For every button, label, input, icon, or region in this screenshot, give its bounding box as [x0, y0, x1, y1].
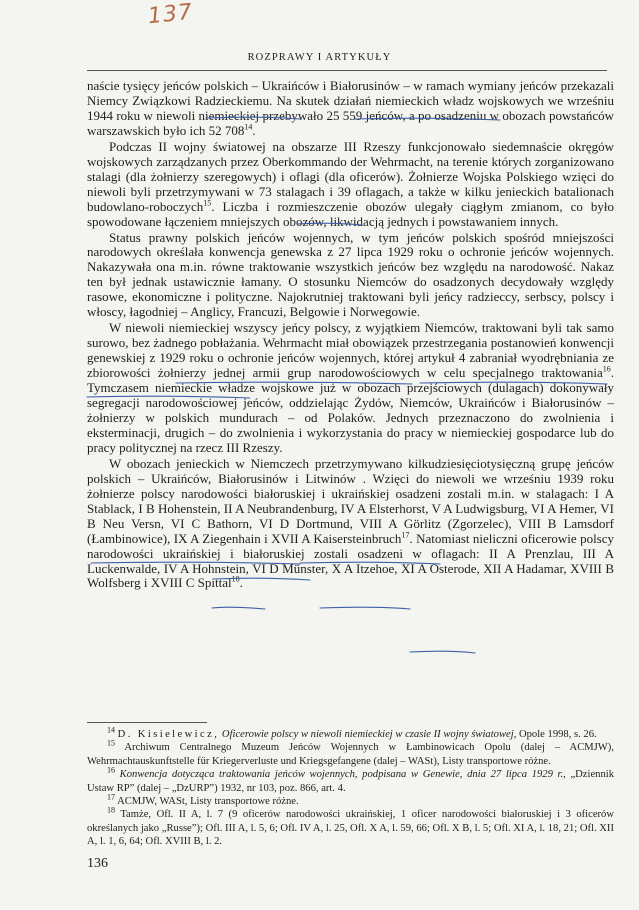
underline-mark [320, 607, 410, 609]
paragraph-3: Status prawny polskich jeńców wojennych, w tym jeńców polskich spośród mniejszości narodowych określała konwencja genewska z 27 lipca 1929 roku o ochronie jeńców wojennych. Nakazywała ona m.in. równe traktowanie wszystkich jeńców bez względu na narodowość. Nakaz ten był jednak ustawicznie łamany. O stosunku Niemców do osadzonych decydowały względy rasowe, ekonomiczne i polityczne. Najokrutniej traktowani byli jeńcy radzieccy, serbscy, polscy i włoscy, łagodniej – Anglicy, Francuzi, Belgowie i Norwegowie. [87, 229, 614, 320]
page-number: 136 [87, 856, 108, 871]
handwritten-page-note: 137 [146, 0, 195, 30]
footnote-ref-16: 16 [602, 364, 611, 374]
footnote-14: $^{14}$ D. Kisielewicz, Oficerowie polscy w niewoli niemieckiej w czasie II wojny światowej, Opole 1998, s. 26. [107, 725, 597, 740]
underline-mark [212, 607, 265, 609]
footnote-rule [87, 722, 207, 723]
running-head-text: ROZPRAWY I ARTYKUŁY [247, 52, 392, 63]
paragraph-1: naście tysięcy jeńców polskich – Ukraińców i Białorusinów – w ramach wymiany jeńców przekazali Niemcy Związkowi Radzieckiemu. Na skutek działań niemieckich władz wojskowych we wrześniu 1944 roku w niewoli niemieckiej przebywało 25 559 jeńców, a po osadzeniu w obozach powstańców warszawskich było ich 52 $708^{14}$. [87, 78, 614, 138]
footnote-ref-17: 17 [401, 530, 410, 540]
paragraph-5: W obozach jenieckich w Niemczech przetrzymywano kilkudziesięciotysięczną grupę jeńców polskich – Ukraińców, Białorusinów i Litwinów . Wzięci do niewoli we wrześniu 1939 roku żołnierze polscy narodowości białoruskiej i ukraińskiej osadzeni zostali m.in. w stalagach: I A Stablack, I B Hohenstein, II A Neubrandenburg, IV A Elsterhorst, V A Ludwigsburg, VI A Hemer, VI B Neu Versn, VI C Bathorn, VI D Dortmund, VIII A Görlitz (Zgorzelec), VIII B Lamsdorf (Łambinowice), IX A Ziegenhain i XVII A Kaisersteinbruch$^{17}$. Natomiast nieliczni oficerowie polscy narodowości ukraińskiej i białoruskiej zostali osadzeni w oflagach: II A Prenzlau, III A Luckenwalde, IV A Hohnstein, VI D Münster, X A Itzehoe, XI A Osterode, XII A Hadamar, XVIII B Wolfsberg i XVIII C Spittal$^{18}$. [87, 455, 615, 591]
footnote-15: $^{15}$ Archiwum Centralnego Muzeum Jeńców Wojennych w Łambinowicach Opolu (dalej – ACMJW), Wehrmachtauskunftstelle für Kriegerverluste und Kriegsgefangene (dalej – WASt), Listy transportowe różne. [87, 738, 614, 767]
footnote-ref-18: 18 [231, 575, 240, 585]
footnote-18: $^{18}$ Tamże, Ofl. II A, l. 7 (9 oficerów narodowości ukraińskiej, 1 oficer narodowości białoruskiej i 3 oficerów określanych jako „Russe”); Ofl. III A, l. 5, 6; Ofl. IV A, l. 25, Ofl. X A, l. 59, 66; Ofl. X B, l. 5; Ofl. XI A, l. 18, 21; Ofl. XII A, l. 1, 6, 64; Ofl. XVIII B, l. 2. [87, 805, 614, 848]
paragraph-2: Podczas II wojny światowej na obszarze III Rzeszy funkcjonowało siedemnaście okręgów wojskowych zarządzanych przez Oberkommando der Wehrmacht, na terenie których zorganizowano stalagi (dla żołnierzy szeregowych) i oflagi (dla oficerów). Żołnierze Wojska Polskiego wzięci do niewoli byli przetrzymywani w 73 stalagach i 39 oflagach, a także w kilku jenieckich batalionach budowlano-roboczych$^{15}$. Liczba i rozmieszczenie obozów ulegały ciągłym zmianom, co było spowodowane łączeniem mniejszych obozów, likwidacją jednych i powstawaniem innych. [87, 138, 614, 229]
header-rule [87, 70, 607, 71]
underline-mark [410, 651, 475, 653]
footnote-17: $^{17}$ ACMJW, WASt, Listy transportowe różne. [107, 792, 299, 808]
footnote-ref-14: 14 [244, 122, 253, 132]
paragraph-4: W niewoli niemieckiej wszyscy jeńcy polscy, z wyjątkiem Niemców, traktowani byli tak samo surowo, bez żadnego pobłażania. Wehrmacht miał obowiązek przestrzegania postanowień konwencji genewskiej z 1929 roku o ochronie jeńców wojennych, której artykuł 4 zabraniał wyodrębniania ze zbiorowości żołnierzy jednej armii grup narodowościowych w celu specjalnego traktowania$^{16}$. Tymczasem niemieckie władze wojskowe już w obozach przejściowych (dulagach) dokonywały segregacji narodowościowej jeńców, oddzielając Żydów, Niemców, Ukraińców i Białorusinów – żołnierzy w polskich mundurach – od Polaków. Jednych przeznaczono do zwolnienia i eksterminacji, drugich – do zwolnienia i wykorzystania do pracy w niemieckiej gospodarce lub do pracy politycznej na rzecz III Rzeszy. [87, 320, 614, 455]
main-text [87, 79, 614, 592]
running-head [0, 52, 639, 63]
footnote-16: $^{16}$ Konwencja dotycząca traktowania jeńców wojennych, podpisana w Genewie, dnia 27 lipca 1929 r., „Dziennik Ustaw RP” (dalej – „DzURP”) 1932, nr 103, poz. 866, art. 4. [87, 765, 614, 794]
footnotes [87, 725, 614, 849]
footnote-ref-15: 15 [203, 198, 212, 208]
